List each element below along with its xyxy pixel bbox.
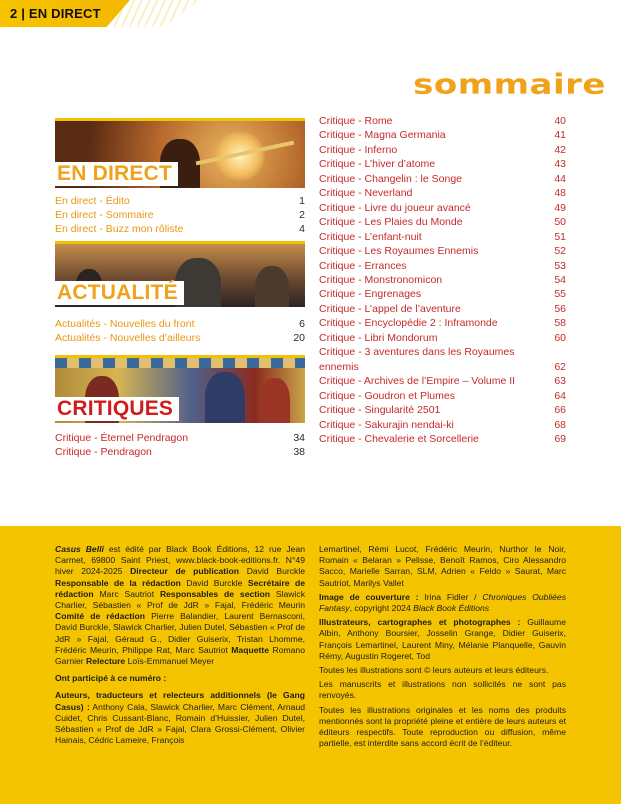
participants-heading: Ont participé à ce numéro :	[55, 673, 167, 684]
toc-entry[interactable]: En direct - Sommaire 2	[55, 209, 305, 221]
section-header-label: 2 | EN DIRECT	[10, 6, 101, 21]
toc-entry[interactable]: Critique - Magna Germania 41	[319, 129, 566, 142]
copyright-notice: Toutes les illustrations sont © leurs auteurs et leurs éditeurs.	[319, 665, 549, 676]
toc-entry[interactable]: Critique - L’hiver d’atome 43	[319, 158, 566, 171]
toc-entry[interactable]: Critique - Rome 40	[319, 115, 566, 127]
toc-entry[interactable]: Critique - Les Royaumes Ennemis 52	[319, 245, 566, 258]
toc-entry[interactable]: En direct - Buzz mon rôliste 4	[55, 223, 305, 235]
toc-entry[interactable]: Critique - Archives de l’Empire – Volume II 63	[319, 375, 566, 388]
toc-entry[interactable]: Critique - Monstronomicon 54	[319, 273, 566, 286]
actualite-toc	[55, 317, 305, 345]
critiques-toc	[55, 431, 305, 459]
toc-entry[interactable]: Critique - Libri Mondorum 60	[319, 331, 566, 344]
toc-entry[interactable]: Critique - Les Plaies du Monde 50	[319, 216, 566, 229]
masthead-paragraph: Casus Belli est édité par Black Book Éditions, 12 rue Jean Carmet, 69800 Saint Priest, www.black-book-editions.fr. N°49 hiver 2024-2025 Directeur de publication David Burckle Responsable de la rédaction David Burckle Secrétaire de rédaction Marc Sautriot Responsables de section Slawick Charlier, Sébastien « Prof de JdR » Fajal, Frédéric Meurin Comité de rédaction Pierre Balandier, Laurent Bernasconi, David Burckle, Slawick Charlier, Julien Dutel, Sébastien « Prof de JdR » Fajal, Géraud G., Didier Guiserix, Tristan Lhomme, Frédéric Meurin, Philippe Rat, Marc Sautriot Maquette Romano Garnier Relecture Loïs-Emmanuel Meyer	[55, 544, 306, 667]
authors-paragraph: Auteurs, traducteurs et relecteurs additionnels (le Gang Casus) : Anthony Cala, Slawick Charlier, Marc Clément, Arnaud Cuidet, Chris Cussant-Blanc, Romain d’Huissier, Julien Dutel, Sébastien « Prof de JdR » Fajal, Clara Grossi-Clément, Olivier Hainais, Cédric Lameire, François	[55, 690, 306, 746]
toc-entry[interactable]: Actualités - Nouvelles du front 6	[55, 318, 305, 330]
section-title-critiques: CRITIQUES	[55, 397, 179, 421]
toc-entry[interactable]: Critique - Errances 53	[319, 259, 566, 272]
section-title-actualite: ACTUALITÉ	[55, 281, 184, 305]
toc-entry[interactable]: En direct - Édito 1	[55, 195, 305, 207]
credits-left-column	[55, 544, 305, 746]
courtier-figure	[260, 378, 290, 423]
rights-notice: Toutes les illustrations originales et les noms des produits mentionnés sont la propriété pleine et entière de leurs auteurs et éditeurs respectifs. Toute reproduction ou diffusion, même partielle, est interdite sans accord écrit de l’éditeur.	[319, 704, 566, 749]
toc-entry[interactable]: Critique - Goudron et Plumes 64	[319, 389, 566, 402]
toc-entry[interactable]: Critique - Encyclopédie 2 : Inframonde 58	[319, 317, 566, 330]
toc-entry[interactable]: Critique - Singularité 2501 66	[319, 404, 566, 417]
toc-entry[interactable]: Critique - L’appel de l’aventure 56	[319, 302, 566, 315]
page-title: sommaire	[413, 68, 606, 101]
credits-box	[0, 526, 621, 804]
section-actualite	[55, 241, 305, 345]
section-critiques	[55, 355, 305, 459]
toc-entry[interactable]: Critique - Sakurajin nendai-ki 68	[319, 418, 566, 431]
section-title-en-direct: EN DIRECT	[55, 162, 178, 186]
critiques-toc-continued	[319, 114, 566, 446]
section-en-direct	[55, 118, 305, 236]
creature-silhouette	[255, 266, 289, 307]
illustrators-credit: Illustrateurs, cartographes et photographes : Guillaume Albin, Anthony Boursier, Josselin Grange, Didier Guiserix, François Lemartinel, Laurent Miny, Mélanie Planquelle, Gauvin Rémy, Augustin Rogeret, Tod	[319, 617, 566, 661]
toc-entry[interactable]: Critique - L’enfant-nuit 51	[319, 230, 566, 243]
toc-entry[interactable]: Critique - Livre du joueur avancé 49	[319, 201, 566, 214]
manuscripts-notice: Les manuscrits et illustrations non sollicités ne sont pas renvoyés.	[319, 679, 566, 701]
authors-continued: Lemartinel, Rémi Lucot, Frédéric Meurin, Nurthor le Noir, Romain « Belaran » Pelisse, Benoît Ramos, Ciro Alessandro Sacco, Marielle Sarran, SLM, Adrien « Feldo » Saurat, Marc Sautriot, Marilys Vallet	[319, 544, 566, 588]
toc-entry[interactable]: Critique - 3 aventures dans les Royaumes ennemis 62	[319, 346, 566, 373]
toc-entry[interactable]: Critique - Engrenages 55	[319, 288, 566, 301]
toc-entry[interactable]: Critique - Pendragon 38	[55, 446, 305, 458]
credits-right-column	[319, 544, 566, 749]
banner-decor-tiles	[55, 358, 305, 368]
toc-entry[interactable]: Critique - Changelin : le Songe 44	[319, 172, 566, 185]
toc-entry[interactable]: Critique - Inferno 42	[319, 143, 566, 156]
toc-entry[interactable]: Critique - Neverland 48	[319, 187, 566, 200]
cover-credit: Image de couverture : Irina Fidler / Chroniques Oubliées Fantasy, copyright 2024 Black Book Éditions	[319, 591, 566, 614]
toc-entry[interactable]: Critique - Chevalerie et Sorcellerie 69	[319, 432, 566, 445]
king-figure	[205, 372, 245, 423]
toc-entry[interactable]: Critique - Éternel Pendragon 34	[55, 432, 305, 444]
en-direct-toc	[55, 194, 305, 236]
toc-entry[interactable]: Actualités - Nouvelles d’ailleurs 20	[55, 332, 305, 344]
